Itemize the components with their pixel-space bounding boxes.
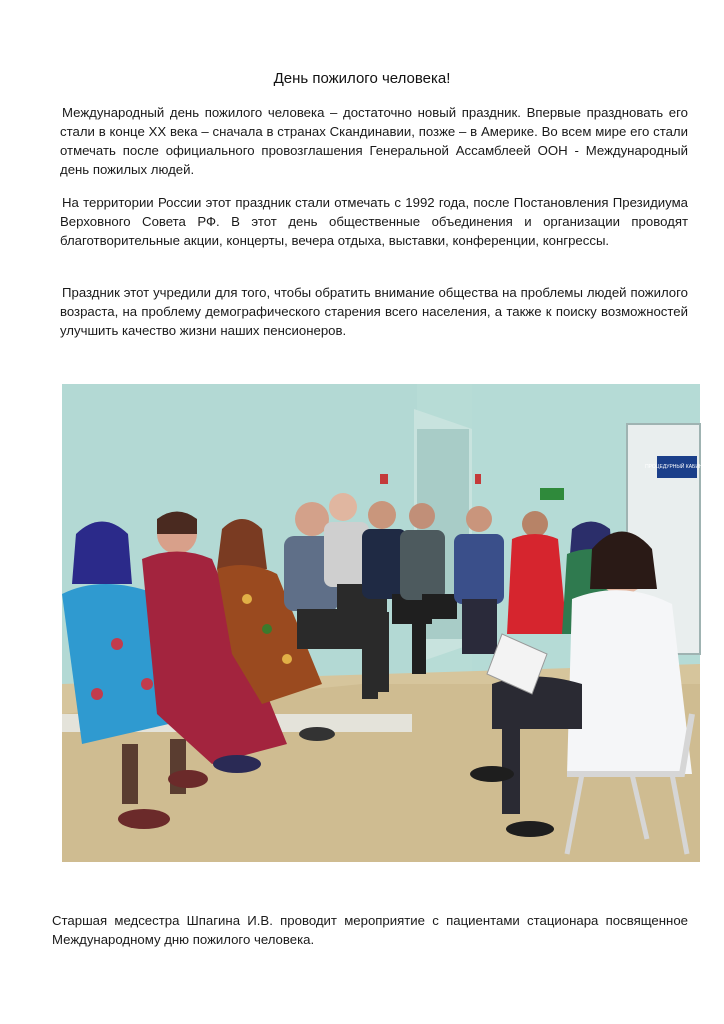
paragraph-2 [60, 193, 688, 250]
paragraph-3-text: Праздник этот учредили для того, чтобы обратить внимание общества на проблемы людей пожилого возраста, на проблему демографического старения всего населения, а также к поиску возможностей улучшить качество жизни наших пенсионеров. [60, 285, 688, 338]
paragraph-1-text: Международный день пожилого человека – достаточно новый праздник. Впервые праздновать его стали в конце XX века – сначала в странах Скандинавии, позже – в Америке. Во всем мире его стали отмечать после официального провозглашения Генеральной Ассамблеей ООН - Международный день пожилых людей. [60, 105, 688, 177]
paragraph-2-text: На территории России этот праздник стали отмечать с 1992 года, после Постановления Президиума Верховного Совета РФ. В этот день общественные объединения и организации проводят благотворительные акции, концерты, вечера отдыха, выставки, конференции, конгрессы. [60, 195, 688, 248]
paragraph-3 [60, 283, 688, 340]
event-photo [62, 384, 709, 862]
event-photo-illustration [62, 384, 709, 862]
photo-caption: Старшая медсестра Шпагина И.В. проводит мероприятие с пациентами стационара посвященное Международному дню пожилого человека. [52, 913, 688, 947]
paragraph-1 [60, 103, 688, 179]
document-title: День пожилого человека! [273, 70, 451, 87]
door-sign-text: ПРОЦЕДУРНЫЙ КАБИНЕТ [645, 464, 709, 470]
